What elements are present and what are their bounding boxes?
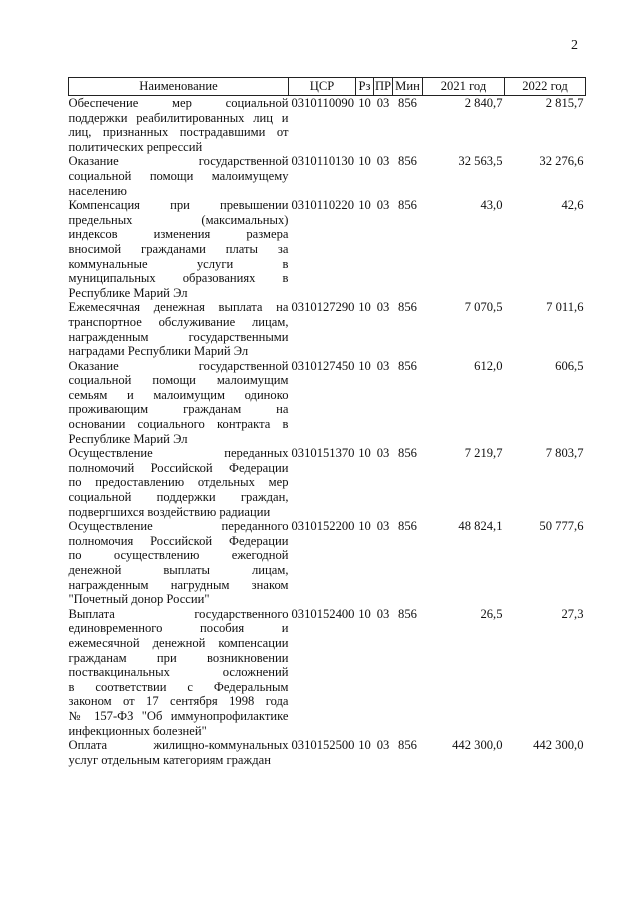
header-2022: 2022 год (505, 78, 586, 96)
row-name-line: лиц, признанных пострадавшими от (68, 125, 289, 140)
row-csr: 0310152400 (291, 606, 355, 621)
row-name-line: Осуществление переданных (68, 446, 289, 461)
row-csr: 0310110130 (291, 154, 355, 169)
row-csr: 0310110090 (291, 96, 355, 110)
row-rz: 10 (358, 96, 371, 110)
row-name-line: законом от 17 сентября 1998 года (68, 694, 289, 709)
row-name (69, 96, 289, 155)
row-min: 856 (398, 300, 417, 315)
row-2021: 26,5 (480, 606, 503, 621)
header-rz: Рз (356, 78, 374, 96)
table-row (69, 96, 586, 155)
header-2021: 2021 год (423, 78, 505, 96)
row-2022: 32 276,6 (539, 154, 584, 169)
row-name-line: муниципальных образованиях в (68, 271, 289, 286)
row-min: 856 (398, 96, 417, 110)
row-min: 856 (398, 519, 417, 534)
row-name-line: проживающим гражданам на (68, 402, 289, 417)
row-name-line: семьям и малоимущим одиноко (68, 387, 289, 402)
row-rz: 10 (358, 358, 371, 373)
table-row (69, 607, 586, 738)
row-rz: 10 (358, 154, 371, 169)
row-name-line: Компенсация при превышении (68, 198, 289, 213)
row-rz: 10 (358, 300, 371, 315)
row-2022: 606,5 (555, 358, 584, 373)
budget-table (68, 77, 586, 767)
row-2021: 2 840,7 (464, 96, 503, 110)
row-name-line: полномочий Российской Федерации (68, 460, 289, 475)
row-name (69, 359, 289, 447)
row-name (69, 738, 289, 767)
row-min: 856 (398, 358, 417, 373)
table-row (69, 446, 586, 519)
row-name-line: ежемесячной денежной компенсации (68, 635, 289, 650)
row-csr: 0310110220 (291, 198, 355, 213)
row-pr: 03 (376, 358, 390, 373)
row-pr: 03 (376, 446, 390, 461)
table-row (69, 359, 586, 447)
row-min: 856 (398, 606, 417, 621)
row-name-line: "Почетный донор России" (68, 592, 210, 607)
table-header-row (69, 78, 586, 96)
row-pr: 03 (376, 300, 390, 315)
row-name-line: социальной поддержки граждан, (68, 490, 289, 505)
row-pr: 03 (376, 606, 390, 621)
row-name-line: Осуществление переданного (68, 519, 289, 534)
row-2021: 612,0 (474, 358, 503, 373)
row-name-line: политических репрессий (68, 139, 203, 154)
row-pr: 03 (376, 738, 390, 753)
row-name-line: Оказание государственной (68, 358, 289, 373)
row-name-line: Выплата государственного (68, 606, 289, 621)
row-rz: 10 (358, 606, 371, 621)
row-2022: 50 777,6 (539, 519, 584, 534)
row-name-line: Обеспечение мер социальной (68, 96, 289, 110)
table-body (69, 96, 586, 768)
row-name-line: основании социального контракта в (68, 417, 289, 432)
row-min: 856 (398, 446, 417, 461)
row-name-line: награжденным государственными (68, 329, 289, 344)
row-2022: 7 011,6 (546, 300, 584, 315)
row-min: 856 (398, 738, 417, 753)
row-rz: 10 (358, 738, 371, 753)
row-pr: 03 (376, 154, 390, 169)
row-min: 856 (398, 198, 417, 213)
budget-table-container (68, 77, 585, 767)
row-name-line: предельных (максимальных) (68, 212, 289, 227)
row-name-line: Ежемесячная денежная выплата на (68, 300, 289, 315)
header-csr: ЦСР (289, 78, 356, 96)
row-name-line: инфекционных болезней" (68, 723, 207, 738)
row-2021: 48 824,1 (458, 519, 503, 534)
row-2022: 7 803,7 (545, 446, 584, 461)
page-number: 2 (571, 38, 578, 53)
row-name-line: денежной выплаты лицам, (68, 563, 289, 577)
row-2022: 442 300,0 (533, 738, 584, 753)
row-name-line: единовременного пособия и (68, 621, 289, 636)
row-csr: 0310151370 (291, 446, 355, 461)
row-2022: 27,3 (561, 606, 584, 621)
row-name-line: гражданам при возникновении (68, 650, 289, 665)
table-row (69, 154, 586, 198)
row-name-line: Республике Марий Эл (68, 431, 188, 446)
row-rz: 10 (358, 446, 371, 461)
row-2022: 2 815,7 (545, 96, 584, 110)
header-pr: ПР (374, 78, 393, 96)
row-min: 856 (398, 154, 417, 169)
row-2021: 32 563,5 (458, 154, 503, 169)
row-rz: 10 (358, 198, 371, 213)
row-csr: 0310127290 (291, 300, 355, 315)
row-name-line: коммунальные услуги в (68, 256, 289, 271)
table-row (69, 519, 586, 607)
row-2022: 42,6 (561, 198, 584, 213)
row-pr: 03 (376, 96, 390, 110)
row-name (69, 154, 289, 198)
row-name (69, 300, 289, 358)
table-row (69, 738, 586, 767)
row-name-line: по осуществлению ежегодной (68, 548, 289, 563)
header-name: Наименование (69, 78, 289, 96)
row-name (69, 446, 289, 519)
row-2021: 7 070,5 (464, 300, 503, 315)
row-2021: 442 300,0 (452, 738, 503, 753)
row-2021: 43,0 (480, 198, 503, 213)
row-name-line: Республике Марий Эл (68, 285, 188, 300)
row-name-line: поствакцинальных осложнений (68, 665, 289, 680)
row-csr: 0310152200 (291, 519, 355, 534)
row-name-line: Оказание государственной (68, 154, 289, 169)
row-csr: 0310127450 (291, 358, 355, 373)
row-name-line: наградами Республики Марий Эл (68, 344, 249, 359)
row-name-line: Оплата жилищно-коммунальных (68, 738, 289, 753)
row-name-line: транспортное обслуживание лицам, (68, 314, 289, 329)
row-rz: 10 (358, 519, 371, 534)
row-name-line: населению (68, 183, 127, 198)
table-row (69, 198, 586, 300)
row-2021: 7 219,7 (464, 446, 503, 461)
row-name (69, 198, 289, 300)
row-name-line: в соответствии с Федеральным (68, 679, 289, 694)
row-name-line: индексов изменения размера (68, 227, 289, 242)
row-name-line: подвергшихся воздействию радиации (68, 504, 271, 519)
row-name-line: социальной помощи малоимущему (68, 168, 289, 183)
row-name-line: полномочия Российской Федерации (68, 533, 289, 548)
row-pr: 03 (376, 519, 390, 534)
row-pr: 03 (376, 198, 390, 213)
row-name-line: № 157-ФЗ "Об иммунопрофилактике (68, 708, 289, 723)
row-name-line: поддержки реабилитированных лиц и (68, 110, 289, 125)
row-name (69, 519, 289, 607)
row-name-line: услуг отдельным категориям граждан (68, 752, 271, 767)
row-csr: 0310152500 (291, 738, 355, 753)
row-name (69, 607, 289, 738)
row-name-line: награжденным нагрудным знаком (68, 577, 289, 592)
row-name-line: социальной помощи малоимущим (68, 373, 289, 388)
row-name-line: по предоставлению отдельных мер (68, 475, 289, 490)
row-name-line: вносимой гражданами платы за (68, 241, 289, 256)
header-min: Мин (393, 78, 423, 96)
table-row (69, 300, 586, 358)
